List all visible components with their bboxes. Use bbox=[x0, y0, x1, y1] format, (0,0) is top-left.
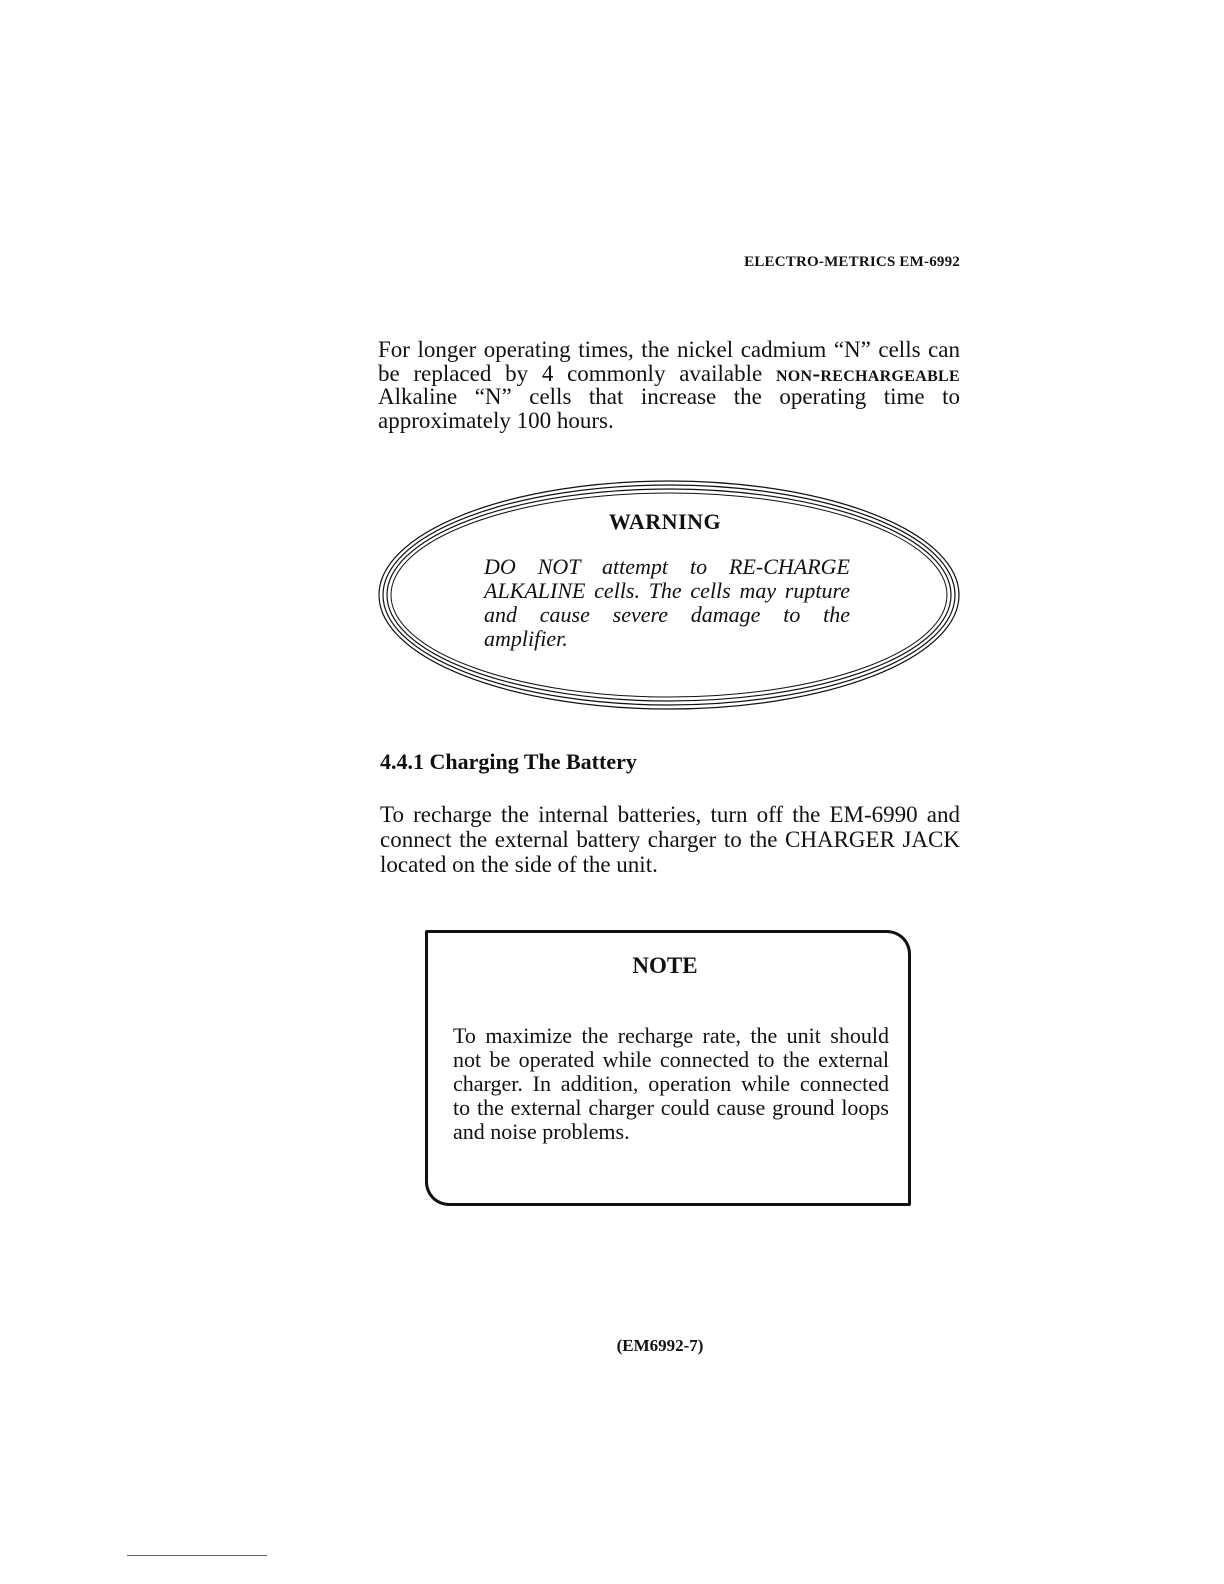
scan-artifact-line bbox=[127, 1555, 267, 1556]
warning-text: DO NOT attempt to RE-CHARGE ALKALINE cells. The cells may rupture and cause severe damage to the amplifier. bbox=[484, 554, 850, 651]
note-title: NOTE bbox=[632, 953, 698, 978]
page-number: (EM6992-7) bbox=[616, 1336, 704, 1355]
page-header: ELECTRO-METRICS EM-6992 bbox=[744, 254, 960, 270]
intro-paragraph bbox=[378, 338, 960, 432]
intro-text-end: Alkaline “N” cells that increase the operating time to approximately 100 hours. bbox=[378, 384, 960, 433]
note-text: To maximize the recharge rate, the unit should not be operated while connected to the external charger. In addition, operation while connected to the external charger could cause ground loops and noise problems. bbox=[453, 1023, 889, 1144]
non-rechargeable-term: non-rechargeable bbox=[775, 360, 960, 386]
section-heading: 4.4.1 Charging The Battery bbox=[380, 749, 637, 774]
warning-title: WARNING bbox=[608, 509, 722, 534]
intro-text-start: For longer operating times, the nickel cadmium “N” cells can be replaced by 4 commonly available bbox=[378, 337, 960, 386]
charging-instructions: To recharge the internal batteries, turn off the EM-6990 and connect the external battery charger to the CHARGER JACK located on the side of the unit. bbox=[380, 802, 960, 877]
